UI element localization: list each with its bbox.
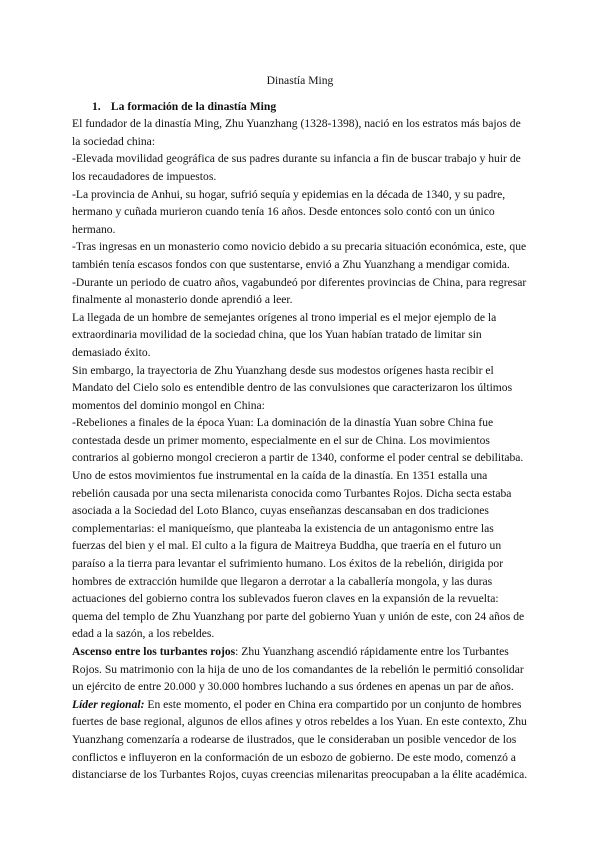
lider-label: Líder regional: (72, 697, 145, 711)
paragraph-movilidad: -Elevada movilidad geográfica de sus padres durante su infancia a fin de buscar trabajo y huir de los recaudadores de impuestos. (72, 152, 521, 183)
document-page (72, 72, 528, 784)
paragraph-vagabundeo: -Durante un periodo de cuatro años, vagabundeó por diferentes provincias de China, para regresar finalmente al monasterio donde aprendió a leer. (72, 275, 527, 307)
ascenso-label: Ascenso entre los turbantes rojos (72, 645, 236, 658)
paragraph-intro: El fundador de la dinastía Ming, Zhu Yuanzhang (1328-1398), nació en los estratos más bajos de la sociedad china: (72, 117, 521, 148)
section-heading (72, 98, 528, 116)
paragraph-anhui: -La provincia de Anhui, su hogar, sufrió sequía y epidemias en la década de 1340, y su padre, hermano y cuñada murieron cuando tenía 16 años. Desde entonces solo contó con un único hermano. (72, 187, 506, 236)
paragraph-rebeliones: -Rebeliones a finales de la época Yuan: La dominación de la dinastía Yuan sobre China fue contestada desde un primer momento, especialmente en el sur de China. Los movimientos contrarios al gobierno mongol crecieron a partir de 1340, conforme el poder central se debilitaba. Uno de estos movimientos fue instrumental en la caída de la dinastía. En 1351 estalla una rebelión causada por una secta milenarista conocida como Turbantes Rojos. Dicha secta estaba asociada a la Sociedad del Loto Blanco, cuyas enseñanzas descansaban en dos tradiciones complementarias: el maniqueísmo, que planteaba la existencia de un antagonismo entre las fuerzas del bien y el mal. El culto a la figura de Maitreya Buddha, que traería en el futuro un paraíso a la tierra para levantar el sufrimiento humano. Los éxitos de la rebelión, dirigida por hombres de extracción humilde que llegaron a derrotar a la caballería mongola, y las duras actuaciones del gobierno contra los sublevados fueron claves en la expansión de la revuelta: quema del templo de Zhu Yuanzhang por parte del gobierno Yuan y unión de este, con 24 años de edad a la sazón, a los rebeldes. (72, 416, 525, 641)
paragraph-monasterio: -Tras ingresas en un monasterio como novicio debido a su precaria situación económica, este, que también tenía escasos fondos con que sustentarse, envió a Zhu Yuanzhang a mendigar comida. (72, 240, 527, 271)
document-title: Dinastía Ming (266, 74, 334, 87)
section-number: 1. (92, 99, 101, 113)
section-heading-text: La formación de la dinastía Ming (110, 99, 277, 113)
paragraph-trayectoria: Sin embargo, la trayectoria de Zhu Yuanzhang desde sus modestos orígenes hasta recibir el Mandato del Cielo solo es entendible dentro de las convulsiones que caracterizaron los últimos momentos del dominio mongol en China: (72, 363, 513, 412)
paragraph-lider (72, 696, 528, 784)
ascenso-text: : Zhu Yuanzhang ascendió rápidamente entre los Turbantes Rojos. Su matrimonio con la hija de uno de los comandantes de la rebelión le permitió consolidar un ejército de entre 20.000 y 30.000 hombres luchando a sus órdenes en apenas un par de años. (72, 645, 524, 694)
paragraph-ascenso (72, 643, 528, 696)
lider-text: En este momento, el poder en China era compartido por un conjunto de hombres fuertes de base regional, algunos de ellos afines y otros rebeldes a los Yuan. En este contexto, Zhu Yuanzhang comenzaría a rodearse de ilustrados, que le consideraban un posible vencedor de los conflictos e influyeron en la conformación de un esbozo de gobierno. De este modo, comenzó a distanciarse de los Turbantes Rojos, cuyas creencias milenaritas preocupaban a la élite académica. (72, 697, 528, 782)
paragraph-llegada-trono: La llegada de un hombre de semejantes orígenes al trono imperial es el mejor ejemplo de la extraordinaria movilidad de la sociedad china, que los Yuan habían tratado de limitar sin demasiado éxito. (72, 310, 497, 359)
